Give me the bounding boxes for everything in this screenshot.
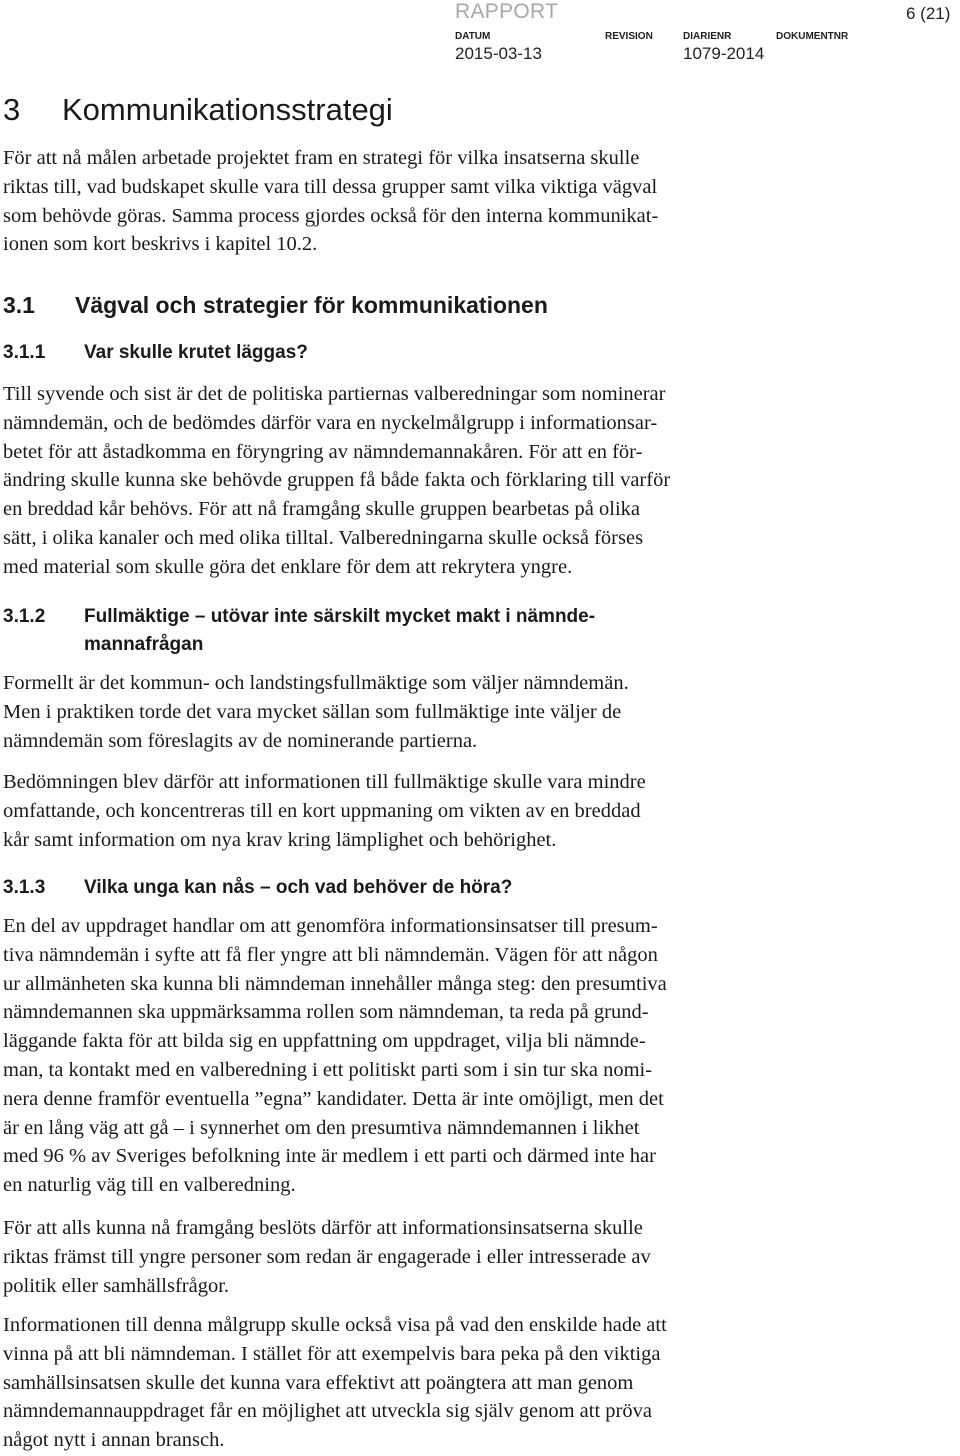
paragraph-line: riktas till, vad budskapet skulle vara till dessa grupper samt vilka viktiga vägval [3,175,658,198]
paragraph-line: med 96 % av Sveriges befolkning inte är medlem i ett parti och därmed inte har [3,1145,656,1168]
heading-title-line: mannafrågan [84,634,204,655]
paragraph-line: med material som skulle göra det enklare för dem att rekrytera yngre. [3,555,573,578]
paragraph-line: För att nå målen arbetade projektet fram en strategi för vilka insatserna skulle [3,147,640,169]
date-label: DATUM [455,31,491,42]
paragraph-line: man, ta kontakt med en valberedning i ett politiskt parti som i sin tur ska nomi- [3,1058,653,1081]
paragraph [3,768,646,854]
date-value: 2015-03-13 [455,44,542,63]
paragraph [3,912,667,1200]
paragraph-line: en breddad kår behövs. För att nå framgång skulle gruppen bearbetas på olika [3,498,640,521]
subsection-heading [3,603,595,659]
paragraph-line: sätt, i olika kanaler och med olika tilltal. Valberedningarna skulle också förses [3,526,644,549]
paragraph-line: Informationen till denna målgrupp skulle också visa på vad den enskilde hade att [3,1314,667,1336]
paragraph-line: Bedömningen blev därför att informationen till fullmäktige skulle vara mindre [3,771,646,793]
heading-number: 3.1.3 [3,877,46,898]
paragraph-line: ur allmänheten ska kunna bli nämndeman innehåller många steg: den presumtiva [3,972,667,995]
paragraph-line: För att alls kunna nå framgång beslöts därför att informationsinsatserna skulle [3,1217,643,1239]
chapter-heading [3,92,393,128]
paragraph-line: ionen som kort beskrivs i kapitel 10.2. [3,233,318,256]
paragraph-line: en naturlig väg till en valberedning. [3,1174,296,1197]
subsection-heading [3,874,512,902]
section-heading [3,291,548,319]
paragraph-line: betet för att åstadkomma en föryngring av nämndemannakåren. För att en för- [3,440,643,463]
heading-number: 3.1.1 [3,342,46,363]
paragraph [3,1311,667,1455]
subsection-heading [3,339,308,367]
heading-title [84,874,512,902]
registration-number-value: 1079-2014 [683,44,765,63]
paragraph [3,669,629,755]
paragraph-line: samhällsinsatsen skulle det kunna vara effektivt att poängtera att man genom [3,1371,634,1394]
revision-label: REVISION [605,31,653,42]
paragraph-line: är en lång väg att gå – i synnerhet om den presumtiva nämndemannen i likhet [3,1116,640,1139]
page-number: 6 (21) [906,4,951,23]
paragraph-line: ändring skulle kunna ske behövde gruppen få både fakta och förklaring till varför [3,469,671,492]
document-number-label: DOKUMENTNR [776,31,849,42]
paragraph-line: nämndemän, och de bedömdes därför vara en nyckelmålgrupp i informationsar- [3,411,658,434]
heading-title [84,603,595,659]
heading-title-line: Vilka unga kan nås – och vad behöver de höra? [84,877,513,898]
paragraph-line: läggande fakta för att bilda sig en uppfattning om uppdraget, vilja bli nämnde- [3,1030,646,1053]
paragraph-line: nämndemän som föreslagits av de nominerande partierna. [3,729,478,752]
paragraph-line: tiva nämndemän i syfte att få fler yngre att bli nämndemän. Vägen för att någon [3,943,658,966]
paragraph-line: nämndemannen ska uppmärksamma rollen som nämndeman, ta reda på grund- [3,1001,649,1024]
heading-title: Vägval och strategier för kommunikationen [75,292,548,318]
paragraph-line: omfattande, och koncentreras till en kort uppmaning om vikten av en breddad [3,799,641,822]
paragraph-line: något nytt i annan bransch. [3,1429,225,1452]
heading-number: 3.1.2 [3,606,46,627]
paragraph-line: Formellt är det kommun- och landstingsfullmäktige som väljer nämndemän. [3,672,629,694]
heading-number: 3 [3,92,21,127]
paragraph [3,380,670,582]
heading-title-line: Var skulle krutet läggas? [84,342,308,363]
heading-title [84,339,308,367]
paragraph-line: riktas främst till yngre personer som redan är engagerade i eller intresserade av [3,1245,651,1268]
paragraph-line: som behövde göras. Samma process gjordes också för den interna kommunikat- [3,204,659,227]
paragraph-line: Till syvende och sist är det de politiska partiernas valberedningar som nominerar [3,383,666,405]
paragraph-line: nämndemannauppdraget får en möjlighet att utveckla sig själv genom att pröva [3,1400,652,1423]
paragraph-intro [3,144,658,259]
heading-title: Kommunikationsstrategi [62,92,393,127]
paragraph [3,1214,651,1300]
paragraph-line: Men i praktiken torde det vara mycket sällan som fullmäktige inte väljer de [3,700,622,723]
paragraph-line: nera denne framför eventuella ”egna” kandidater. Detta är inte omöjligt, men det [3,1087,664,1110]
paragraph-line: En del av uppdraget handlar om att genomföra informationsinsatser till presum- [3,915,658,937]
registration-number-label: DIARIENR [683,31,732,42]
document-type: RAPPORT [455,0,559,23]
heading-number: 3.1 [3,292,35,318]
paragraph-line: politik eller samhällsfrågor. [3,1274,230,1297]
heading-title-line: Fullmäktige – utövar inte särskilt mycket makt i nämnde- [84,606,596,627]
paragraph-line: kår samt information om nya krav kring lämplighet och behörighet. [3,828,557,851]
paragraph-line: vinna på att bli nämndeman. I stället för att exempelvis bara peka på den viktiga [3,1342,661,1365]
